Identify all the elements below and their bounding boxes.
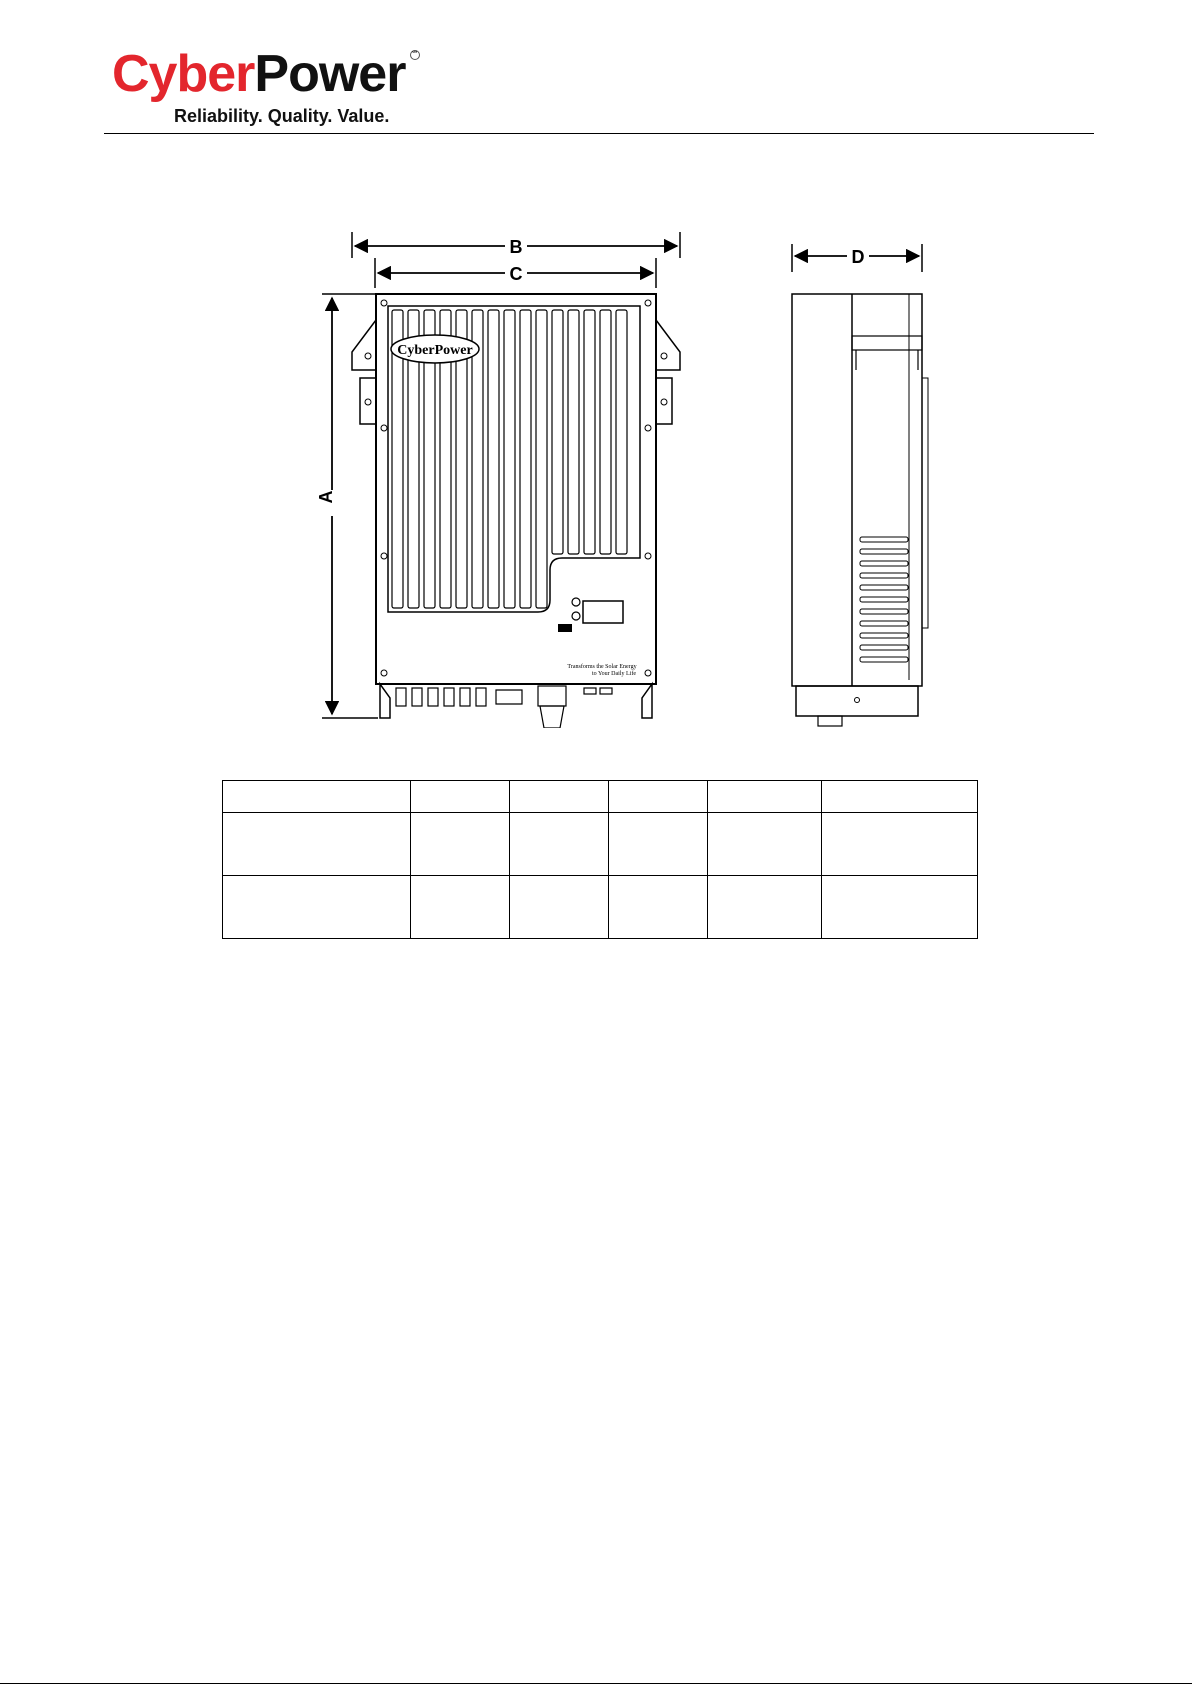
panel-logo: CyberPower (397, 343, 473, 358)
dimension-label-b: B (509, 237, 523, 257)
table-cell (822, 813, 978, 876)
dimension-table (222, 780, 978, 939)
side-view (792, 244, 928, 726)
table-cell (822, 781, 978, 813)
table-cell (411, 813, 510, 876)
dimension-label-a: A (316, 490, 336, 504)
table-cell (822, 876, 978, 939)
table-header-row (223, 781, 978, 813)
table-cell (708, 876, 822, 939)
table-cell (510, 876, 609, 939)
table-cell (609, 876, 708, 939)
table-cell (609, 813, 708, 876)
service-mark-icon: ℠ (411, 51, 419, 58)
table-cell (223, 813, 411, 876)
dimension-label-d: D (851, 247, 865, 267)
brand-logo (112, 45, 432, 128)
table-cell (609, 781, 708, 813)
dimension-label-c: C (509, 264, 523, 284)
brand-wordmark (112, 45, 406, 103)
front-view (322, 232, 680, 728)
panel-slogan-line1: Transforms the Solar Energy (567, 664, 637, 670)
inverter-dimension-drawing (300, 228, 940, 728)
table-cell (411, 876, 510, 939)
table-cell (411, 781, 510, 813)
table-cell (510, 813, 609, 876)
table-cell (223, 876, 411, 939)
header-divider (104, 133, 1094, 134)
brand-name-part2: Power (254, 45, 406, 103)
table-row (223, 876, 978, 939)
table-cell (510, 781, 609, 813)
table-cell (223, 781, 411, 813)
brand-tagline: Reliability. Quality. Value. (174, 106, 390, 126)
brand-name-part1: Cyber (112, 45, 255, 103)
panel-slogan-line2: to Your Daily Life (592, 671, 636, 677)
table-cell (708, 781, 822, 813)
table-row (223, 813, 978, 876)
table-cell (708, 813, 822, 876)
footer-divider (0, 1683, 1192, 1684)
